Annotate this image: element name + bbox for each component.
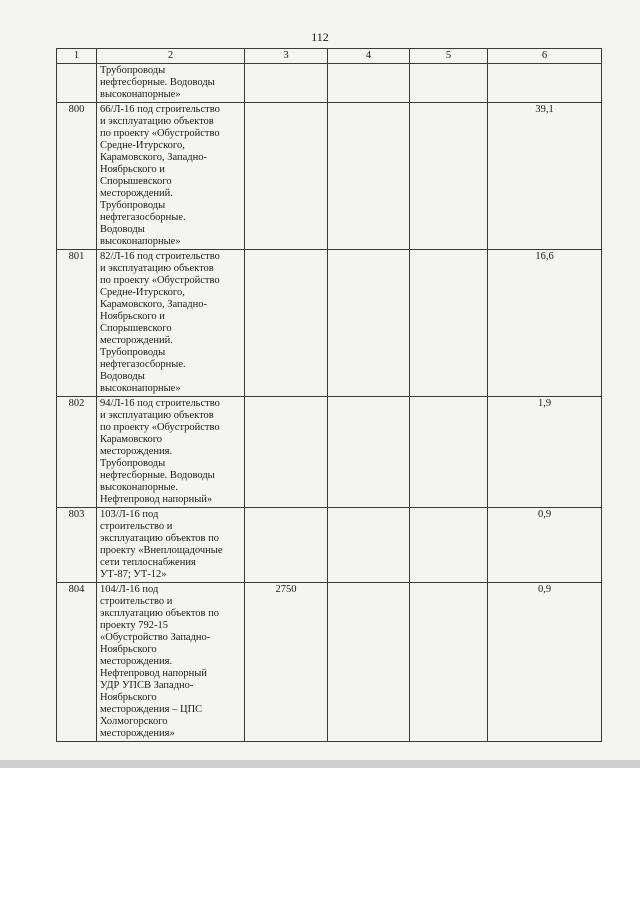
scan-bottom-edge xyxy=(0,760,640,768)
table-row xyxy=(57,250,602,397)
column-3-cell xyxy=(245,64,328,103)
column-4-cell xyxy=(328,583,410,742)
column-header-3: 3 xyxy=(245,49,328,64)
description-cell: 66/Л-16 под строительство и эксплуатацию объектов по проекту «Обустройство Средне-Итурского, Карамовского, Западно- Ноябрьского и Спорышевского месторождений. Трубопроводы нефтегазосборные. Водоводы высоконапорные» xyxy=(97,103,245,250)
column-6-cell: 0,9 xyxy=(488,508,602,583)
column-4-cell xyxy=(328,103,410,250)
table-header-row xyxy=(57,49,602,64)
column-5-cell xyxy=(410,64,488,103)
table-body xyxy=(57,64,602,742)
table-row xyxy=(57,583,602,742)
row-number-cell: 803 xyxy=(57,508,97,583)
column-4-cell xyxy=(328,508,410,583)
row-number-cell: 800 xyxy=(57,103,97,250)
page-margin-blank xyxy=(0,768,640,905)
row-number-cell: 802 xyxy=(57,397,97,508)
column-header-5: 5 xyxy=(410,49,488,64)
description-cell: 103/Л-16 под строительство и эксплуатацию объектов по проекту «Внеплощадочные сети теплоснабжения УТ-87; УТ-12» xyxy=(97,508,245,583)
description-cell: 82/Л-16 под строительство и эксплуатацию объектов по проекту «Обустройство Средне-Итурского, Карамовского, Западно- Ноябрьского и Спорышевского месторождений. Трубопроводы нефтегазосборные. Водоводы высоконапорные» xyxy=(97,250,245,397)
description-cell: Трубопроводы нефтесборные. Водоводы высоконапорные» xyxy=(97,64,245,103)
column-header-1: 1 xyxy=(57,49,97,64)
column-4-cell xyxy=(328,250,410,397)
column-6-cell: 0,9 xyxy=(488,583,602,742)
column-5-cell xyxy=(410,508,488,583)
page-number: 112 xyxy=(311,30,329,44)
column-6-cell: 16,6 xyxy=(488,250,602,397)
row-number-cell: 804 xyxy=(57,583,97,742)
column-5-cell xyxy=(410,583,488,742)
column-3-cell xyxy=(245,250,328,397)
column-header-4: 4 xyxy=(328,49,410,64)
column-4-cell xyxy=(328,397,410,508)
column-header-6: 6 xyxy=(488,49,602,64)
table-row xyxy=(57,64,602,103)
column-6-cell xyxy=(488,64,602,103)
row-number-cell xyxy=(57,64,97,103)
description-cell: 94/Л-16 под строительство и эксплуатацию объектов по проекту «Обустройство Карамовского месторождения. Трубопроводы нефтесборные. Водоводы высоконапорные. Нефтепровод напорный» xyxy=(97,397,245,508)
column-6-cell: 1,9 xyxy=(488,397,602,508)
column-3-cell xyxy=(245,397,328,508)
document-table xyxy=(56,48,602,742)
column-4-cell xyxy=(328,64,410,103)
table-row xyxy=(57,397,602,508)
row-number-cell: 801 xyxy=(57,250,97,397)
column-3-cell xyxy=(245,508,328,583)
column-5-cell xyxy=(410,397,488,508)
column-header-2: 2 xyxy=(97,49,245,64)
table-row xyxy=(57,508,602,583)
table-row xyxy=(57,103,602,250)
column-3-cell xyxy=(245,103,328,250)
description-cell: 104/Л-16 под строительство и эксплуатацию объектов по проекту 792-15 «Обустройство Западно- Ноябрьского месторождения. Нефтепровод напорный УДР УПСВ Западно- Ноябрьского месторождения – ЦПС Холмогорского месторождения» xyxy=(97,583,245,742)
column-5-cell xyxy=(410,103,488,250)
column-5-cell xyxy=(410,250,488,397)
column-6-cell: 39,1 xyxy=(488,103,602,250)
column-3-cell: 2750 xyxy=(245,583,328,742)
